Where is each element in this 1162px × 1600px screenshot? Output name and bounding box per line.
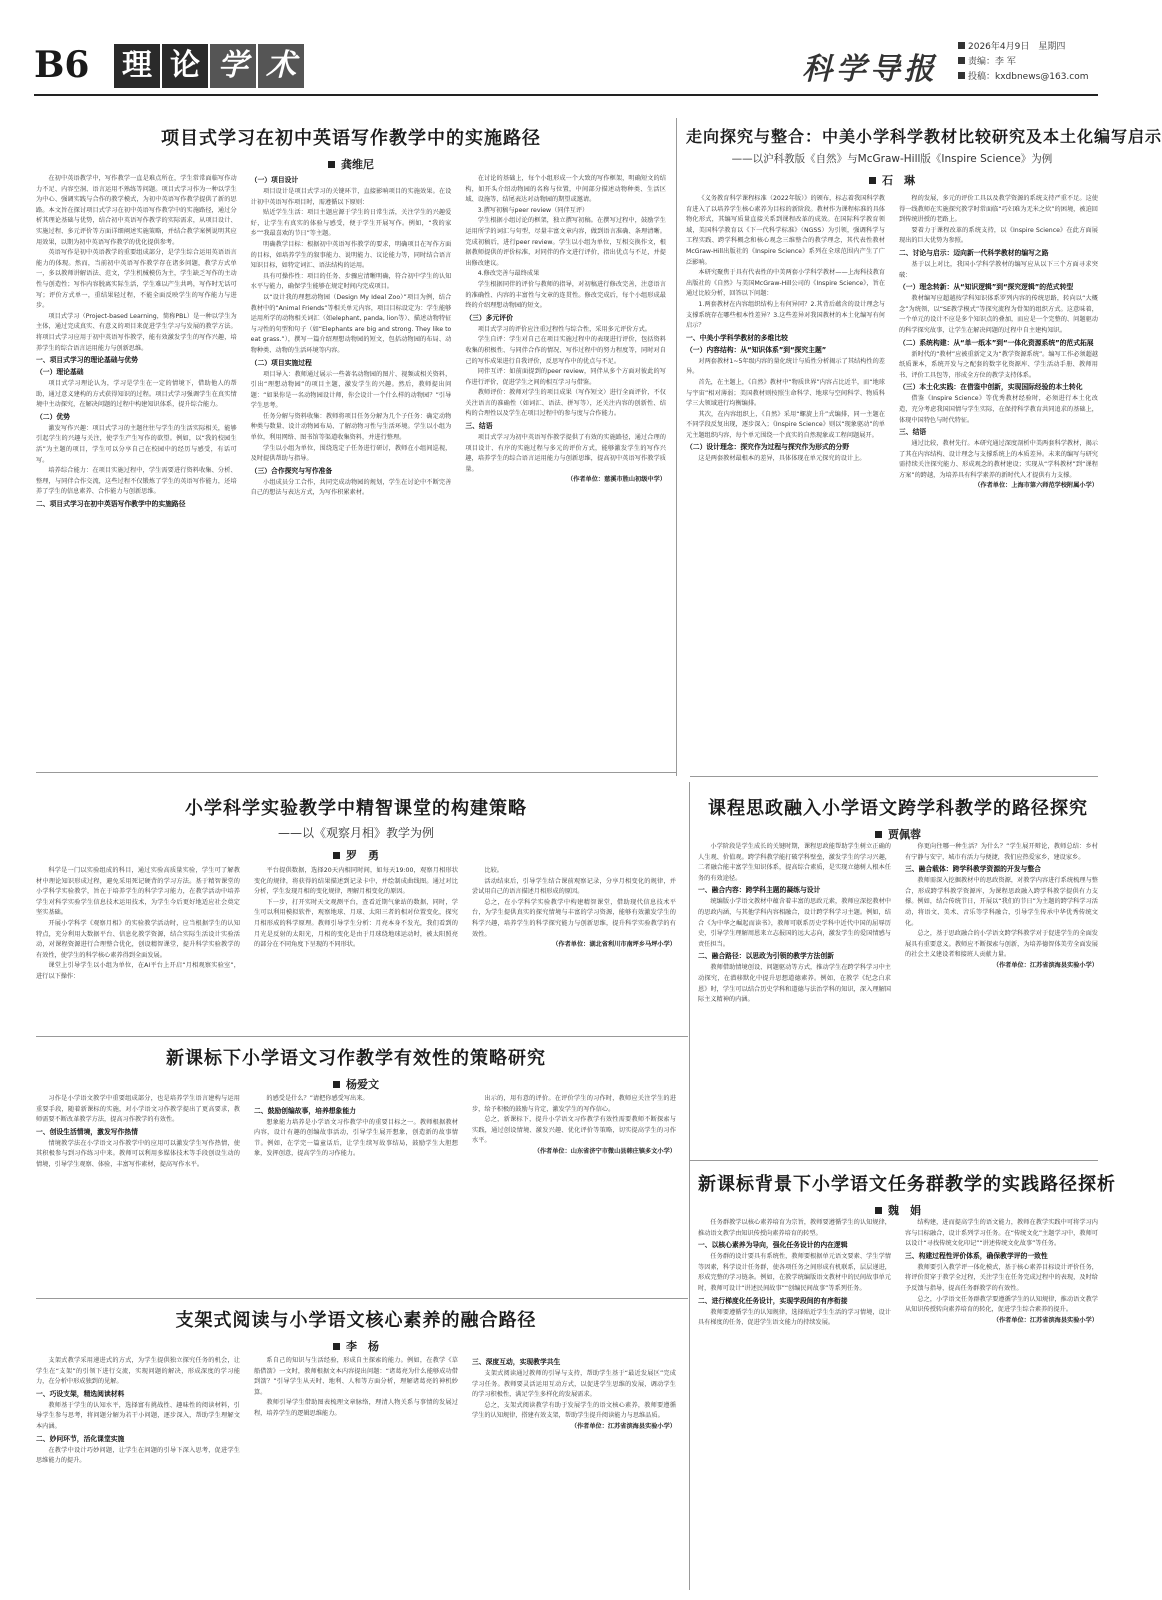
paragraph: 这是两套教材最根本的差异，具体体现在单元探究的设计上。 [698, 455, 866, 463]
section-heading: 二、项目式学习在初中英语写作教学中的实施路径 [36, 500, 186, 509]
section-heading: 二、鼓励创编故事，培养想象能力 [254, 1106, 356, 1115]
article-author: 罗 勇 [36, 847, 676, 863]
page-number: B6 [34, 44, 90, 86]
text-column [36, 1094, 240, 1294]
paragraph: 习作是小学语文教学中重要组成部分，也是培养学生语言建构与运用重要手段，随着新课标的实施，对小学语文习作教学提出了更高要求，教师需要不断改革教学方法，提高习作教学的有效性。 [36, 1095, 240, 1124]
paragraph: 激发写作兴趣：项目式学习的主题往往与学生的生活实际相关，能够引起学生的兴趣与关注，使学生产生写作的欲望。例如，以“我的校园生活”为主题的项目，学生可以分享自己在校园中的经历与感受，有话可写。 [36, 424, 237, 464]
article-author: 魏 娟 [698, 1202, 1098, 1218]
paragraph: 以“设计我的理想动物园（Design My Ideal Zoo）”项目为例，结合教材中的“Animal Friends”等相关单元内容，项目目标设定为：学生能够运用所学的动物相关词汇（如elephant, panda, lion等）、描述动物特征与习性的句型和句子（如“Elephants are big and strong. They like to eat grass.”），撰写一篇介绍理想动物园的短文，包括动物园的布局、动物种类、动物的生活环境等内容。 [250, 293, 452, 354]
paragraph: 系自己的知识与生活经验，形成自主探索的能力。例如，在教学《草船借箭》一文时，教师根据文本内容提出问题：“诸葛亮为什么能够成功借到箭？”引导学生从天时、地利、人和等方面分析，理解诸葛亮的神机妙算。 [254, 1357, 458, 1396]
article-title: 项目式学习在初中英语写作教学中的实施路径 [161, 128, 541, 149]
column-mark [114, 44, 306, 88]
article [36, 124, 666, 770]
section-heading: （二）优势 [36, 412, 70, 421]
paragraph: 在讨论的基础上，每个小组形成一个大致的写作框架，明确短文的结构，如开头介绍动物园的名称与位置，中间部分描述动物种类、生活区域、设施等，结尾表达对动物园的期望或邀请。 [465, 175, 666, 204]
bullet-icon [333, 1343, 340, 1350]
column-char: 论 [162, 44, 208, 88]
paragraph: 《义务教育科学课程标准（2022年版）》的颁布，标志着我国科学教育进入了以培养学生核心素养为目标的新阶段。教材作为课程标准的具体物化形式，其编写质量直接关系到课程改革的成效。在国际科学教育领域，美国科学教育以《下一代科学标准》（NGSS）为引领，强调科学与工程实践、跨学科概念和核心观念三维整合的教学理念，其代表性教材McGraw-Hill出版社的《Inspire Science》系列在全球范围内产生了广泛影响。 [686, 195, 885, 266]
paragraph: 明确教学目标：根据初中英语写作教学的要求，明确项目在写作方面的目标，如培养学生的叙事能力、说明能力、议论能力等，同时结合语言知识目标，如特定词汇、语法结构的运用。 [250, 240, 452, 270]
paragraph: 任务群教学以核心素养培育为宗旨，教师要遵循学生的认知规律，推动语文教学由知识传授向素养培育的转型。 [698, 1219, 891, 1237]
paragraph: 总之，新课标下，提升小学语文习作教学有效性需要教师不断探索与实践，通过创设情境、激发兴趣、优化评价等策略，切实提高学生的习作水平。 [472, 1116, 676, 1145]
section-heading: （三）本土化实践：在借鉴中创新，实现国际经验的本土转化 [899, 383, 1083, 392]
article [686, 124, 1162, 770]
paragraph: 比较。 [484, 867, 503, 874]
paragraph: 小组成员分工合作，共同完成动物园的规划，学生在讨论中不断完善自己的想法与表达方式，为写作积累素材。 [250, 478, 452, 497]
article-subtitle: ——以《观察月相》教学为例 [277, 826, 434, 840]
text-column [36, 866, 240, 1032]
paragraph: 新时代的“教材”应被重新定义为“教学资源系统”。编写工作必须超越纸质课本，系统开发与之配套的数字化资源库、学生活动手册、教师用书、评价工具包等，形成全方位的教学支持体系。 [899, 350, 1098, 379]
paragraph: 在初中英语教学中，写作教学一直是难点所在，学生常常面临写作动力不足、内容空洞、语言运用不熟练等问题。项目式学习作为一种以学生为中心、强调实践与合作的教学模式，为初中英语写作教学提供了新的思路。本文旨在探讨项目式学习在初中英语写作教学中的实施路径，通过分析其理论基础与优势，结合初中英语写作教学的实际需求，从项目设计、实施过程、多元评价等方面详细阐述实施策略，并结合教学案例说明其应用效果，以期为初中英语写作教学的优化提供参考。 [36, 175, 237, 246]
article-author: 石 琳 [686, 172, 1098, 188]
article-subtitle: ——以沪科教版《自然》与McGraw-Hill版《Inspire Science》为例 [731, 153, 1053, 165]
text-column [698, 842, 891, 1156]
paragraph: 情境教学法在小学语文习作教学中的应用可以激发学生写作热情，使其积极参与到习作练习中来。教师可以利用多媒体技术等手段创设生动的情境，引导学生观察、体验，丰富写作素材，提高写作水平。 [36, 1139, 240, 1168]
paragraph: 培养综合能力：在项目实施过程中，学生需要进行资料收集、分析、整理，与同伴合作交流，这些过程不仅锻炼了学生的英语写作能力，还培养了学生的信息素养、合作能力与创新思维。 [36, 467, 237, 496]
paragraph: 3.撰写初稿与peer review（同伴互评） [477, 206, 589, 214]
article-author: 龚维尼 [36, 156, 666, 172]
column-divider [676, 118, 677, 776]
paragraph: 项目式学习的评价应注重过程性与综合性，采用多元评价方式。 [477, 325, 651, 333]
text-column [905, 842, 1098, 1156]
author-affiliation: （作者单位：慈溪市胜山初级中学） [567, 476, 666, 484]
section-heading: 一、项目式学习的理论基础与优势 [36, 356, 138, 365]
paragraph: 平台提供数据，选择20天内相同时间，如每天19:00，观察月相形状变化的规律，将获得的结果描述到记录卡中，并绘制成曲线图。通过对比分析，学生发现月相的变化规律，理解月相变化的原因。 [254, 867, 458, 896]
paragraph: 首先，在主题上，《自然》教材中“物质世界”内容占比近半，而“地球与宇宙”相对薄弱；美国教材则按照生命科学、地球与空间科学、物质科学三大领域进行均衡编排。 [686, 378, 885, 408]
section-heading: 二、讨论与启示：迈向新一代科学教材的编写之路 [899, 248, 1049, 257]
article-body [36, 1094, 676, 1294]
section-heading: （一）理论基础 [36, 368, 84, 377]
text-column [254, 1356, 458, 1590]
paragraph: 教师评价：教师对学生的项目成果（写作短文）进行全面评价，不仅关注语言的准确性（如词汇、语法、拼写等），还关注内容的创新性、结构的合理性以及学生在项目过程中的参与度与合作能力。 [465, 389, 666, 418]
section-heading: 一、中美小学科学教材的多维比较 [686, 333, 788, 342]
article-body [686, 194, 1098, 770]
article [698, 1170, 1116, 1590]
bullet-icon [328, 161, 335, 168]
text-column [899, 194, 1098, 770]
article [36, 1044, 676, 1294]
bullet-icon [869, 177, 876, 184]
issue-email: 投稿：kxdbnews@163.com [968, 72, 1089, 82]
article-author: 贾佩蓉 [698, 826, 1098, 842]
paragraph: 的感受是什么？”请把你感受写出来。 [266, 1095, 369, 1102]
bullet-icon [333, 852, 340, 859]
paragraph: 1.两套教材在内容组织结构上有何异同？2.其背后蕴含的设计理念与支撑系统存在哪些根本性差异？3.这些差异对我国教材的本土化编写有何启示？ [686, 300, 885, 330]
author-affiliation: （作者单位：上海市第六师范学校附属小学） [974, 482, 1098, 490]
article-body [36, 174, 666, 770]
paper-name-logo: 科学导报 [802, 52, 938, 87]
paragraph: 结构建，进而提高学生的语文能力，教师在教学实践中可将学习内容与目标融合，设计系列学习任务。在“传统文化”主题学习中，教师可以设计“寻找传统文化印记”“讲述传统文化故事”等任务。 [905, 1219, 1098, 1248]
paragraph: 教师引导学生借助图表梳理文章脉络，理清人物关系与事情的发展过程，培养学生的逻辑思维能力。 [254, 1399, 458, 1417]
paragraph: 出示的，用有意的评价。在评价学生的习作时，教师应关注学生的进步，给予积极的鼓励与肯定，激发学生的写作信心。 [472, 1095, 676, 1113]
paragraph: 学生以小组为单位，围绕选定子任务进行研讨，教师在小组间巡视，及时提供帮助与指导。 [250, 444, 452, 463]
section-heading: 二、进行梯度化任务设计，实现学段间的有序衔接 [698, 1296, 848, 1305]
text-column [465, 174, 666, 770]
section-heading: 三、深度互动，实现教学共生 [472, 1358, 561, 1366]
section-heading: （二）系统构建：从“单一纸本”到“一体化资源系统”的范式拓展 [899, 338, 1094, 347]
paragraph: 贴近学生生活：项目主题应源于学生的日常生活，关注学生的兴趣爱好，让学生有真实的体验与感受，便于学生开展写作。例如，“我的家乡”“我最喜欢的节日”等主题。 [250, 209, 452, 238]
issue-editor: 责编：李 军 [968, 57, 1016, 67]
section-heading: 三、构建过程性评价体系，确保教学评的一致性 [905, 1251, 1048, 1260]
article-title: 小学科学实验教学中精智课堂的构建策略 [185, 798, 527, 819]
paragraph: 开展小学科学《观察月相》的实验教学活动时，应当根据学生的认知特点，充分利用大数据平台、信息化教学资源，结合实际生活设计实验活动，对课程资源进行合理整合优化，创设精智课堂，提升科学实验教学的有效性，使学生的科学核心素养得到全面发展。 [36, 919, 240, 959]
paragraph: 其次，在内容组织上，《自然》采用“螺旋上升”式编排，同一主题在不同学段反复出现，逐步深入；《Inspire Science》则以“现象驱动”的单元主题组织内容，每个单元围绕一个真实的自然现象或工程问题展开。 [686, 410, 885, 439]
text-column [472, 1094, 676, 1294]
article-body [36, 1356, 676, 1590]
section-heading: 三、结语 [465, 422, 493, 431]
paragraph: 学生根据同伴的评价与教师的指导，对初稿进行修改完善，注意语言的准确性、内容的丰富性与文章的连贯性。修改完成后，每个小组形成最终的介绍理想动物园的短文。 [465, 280, 666, 310]
text-column [686, 194, 885, 770]
masthead-rule [34, 94, 1098, 96]
section-divider [36, 772, 676, 773]
article-title: 新课标背景下小学语文任务群教学的实践路径探析 [698, 1174, 1116, 1195]
article-body [36, 866, 676, 1032]
paragraph: 借鉴《Inspire Science》等优秀教材经验时，必须进行本土化改造，充分考虑我国国情与学生实际，在保持科学教育共同追求的基础上，体现中国特色与时代特征。 [899, 395, 1098, 424]
author-affiliation: （作者单位：山东省济宁市微山县韩庄镇多文小学） [533, 1147, 676, 1155]
article-title: 新课标下小学语文习作教学有效性的策略研究 [166, 1048, 546, 1069]
paragraph: 项目式学习理论认为，学习是学生在一定的情境下，借助他人的帮助，通过意义建构的方式获得知识的过程。项目式学习强调学生在真实情境中主动探究，在解决问题的过程中构建知识体系，提升综合能力。 [36, 380, 237, 409]
paragraph: 要着力于课程改革的系统支持，以《Inspire Science》在此方面展现出的巨大优势为参照。 [899, 226, 1098, 245]
section-heading: （一）项目设计 [250, 176, 299, 184]
section-divider [690, 776, 1098, 777]
masthead [0, 0, 1131, 100]
section-heading: （一）理念转新：从“知识逻辑”到“探究逻辑”的范式转型 [899, 283, 1074, 292]
paragraph: 想象能力培养是小学语文习作教学中的重要目标之一。教师根据教材内容，设计有趣的创编故事活动，引导学生展开想象，创造新的故事情节。例如，在学完一篇童话后，让学生续写故事结局，鼓励学生大胆想象，发挥创意，提高学生的习作能力。 [254, 1118, 458, 1158]
issue-meta [958, 40, 1089, 85]
article-title: 课程思政融入小学语文跨学科教学的路径探究 [708, 798, 1088, 819]
section-heading: 一、融合内容：跨学科主题的凝练与设计 [698, 886, 821, 895]
section-heading: 一、创设生活情境，激发写作热情 [36, 1127, 138, 1136]
text-column [472, 866, 676, 1032]
paragraph: 教师基于学生的认知水平，选择富有挑战性、趣味性的阅读材料，引导学生参与思考，将问题分解为若干小问题，逐步深入，帮助学生理解文本内涵。 [36, 1401, 240, 1430]
article-author: 杨爱文 [36, 1076, 676, 1092]
author-affiliation: （作者单位：江苏省滨海县实验小学） [570, 1422, 676, 1430]
author-affiliation: （作者单位：湖北省利川市南坪乡马坪小学） [552, 941, 676, 949]
paragraph: 项目式学习为初中英语写作教学提供了有效的实施路径，通过合理的项目设计、有序的实施过程与多元的评价方式，能够激发学生的写作兴趣，培养学生的综合语言运用能力与创新思维，提高初中英语写作教学质量。 [465, 434, 666, 473]
paragraph: 总之，小学语文任务群教学要遵循学生的认知规律，推动语文教学从知识传授转向素养培育的转化，促进学生综合素养的提升。 [905, 1295, 1098, 1314]
paragraph: 学生自评：学生对自己在项目实施过程中的表现进行评价，包括资料收集的积极性、与同伴合作的情况、写作过程中的努力程度等，同时对自己的写作成果进行自我评价，反思写作中的优点与不足。 [465, 336, 666, 365]
text-column [472, 1356, 676, 1590]
paragraph: 具有可操作性：项目的任务、步骤应清晰明确，符合初中学生的认知水平与能力，确保学生能够在规定时间内完成项目。 [250, 272, 452, 291]
article-title: 走向探究与整合：中美小学科学教材比较研究及本土化编写启示 [686, 127, 1162, 146]
text-column [36, 1356, 240, 1590]
author-affiliation: （作者单位：江苏省滨海县实验小学） [992, 961, 1098, 969]
section-heading: 二、妙问环节，活化课堂实施 [36, 1434, 125, 1443]
bullet-icon [958, 42, 965, 49]
article-author: 李 杨 [36, 1338, 676, 1354]
bullet-icon [958, 57, 965, 64]
paragraph: 项目式学习（Project-based Learning，简称PBL）是一种以学生为主体，通过完成真实、有意义的项目来促进学生学习与发展的教学方法。将项目式学习应用于初中英语写作教学，能有效激发学生的写作兴趣，培养学生的综合语言运用能力与创新思维。 [36, 312, 237, 352]
column-char: 学 [210, 44, 256, 88]
article [36, 794, 676, 1032]
section-divider [36, 1298, 688, 1299]
section-heading: （三）合作探究与写作准备 [250, 466, 333, 475]
section-heading: 一、以核心素养为导向，强化任务设计的内在逻辑 [698, 1241, 848, 1250]
text-column [254, 1094, 458, 1294]
column-divider [689, 782, 690, 1590]
bullet-icon [875, 831, 882, 838]
paragraph: 对两套教材1~5年级内容的量化统计与质性分析揭示了其结构性的差异。 [686, 357, 885, 376]
bullet-icon [333, 1081, 340, 1088]
bullet-icon [875, 1207, 882, 1214]
article-body [698, 842, 1098, 1156]
text-column [254, 866, 458, 1032]
paragraph: 教材编写应超越按学科知识体系罗列内容的传统思路，转向以“大概念”为统领，以“SE教学模式”等探究流程为骨架的组织方式。这意味着，一个单元的设计不应是多个知识点的叠加，而应是一个完整的、问题驱动的科学探究故事，让学生在解决问题的过程中自主建构知识。 [899, 295, 1098, 334]
paragraph: 总之，支架式阅读教学有助于发展学生的语文核心素养，教师要遵循学生的认知规律，搭建有效支架，帮助学生提升阅读能力与思维品质。 [472, 1401, 676, 1420]
text-column [698, 1218, 891, 1590]
section-heading: （一）内容结构：从“知识体系”到“探究主题” [686, 345, 827, 354]
paragraph: 4.修改完善与最终成果 [477, 270, 540, 278]
paragraph: 活动结束后，引导学生结合课前观察记录，分享月相变化的规律，并尝试用自己的语言描述月相形成的原因。 [472, 877, 676, 896]
paragraph: 小学阶段是学生成长的关键时期，课程思政能帮助学生树立正确的人生观、价值观。跨学科教学能打破学科壁垒，激发学生的学习兴趣，二者融合能丰富学生知识体系，提高综合素质，是实现立德树人根本任务的有效途径。 [698, 843, 891, 882]
paragraph: 同伴互评：如前面提到的peer review，同伴从多个方面对彼此的写作进行评价，促进学生之间的相互学习与借鉴。 [465, 368, 666, 386]
column-char: 术 [258, 44, 304, 88]
paragraph: 程的发展，多元的评价工具以及教学资源的系统支持严重不足。这使得一线教师在实施探究教学时常面临“巧妇难为无米之炊”的困境，被迫回到传统讲授的老路上。 [899, 195, 1098, 224]
paragraph: 总之，在小学科学实验教学中构建精智课堂，借助现代信息技术平台，为学生提供真实的探究情境与丰富的学习资源，能够有效激发学生的科学兴趣，培养学生的科学探究能力与创新思维，提升科学实验教学的有效性。 [472, 898, 676, 938]
bullet-icon [958, 72, 965, 79]
paragraph: 项目设计是项目式学习的关键环节，直接影响项目的实施效果。在设计初中英语写作项目时，需遵循以下原则： [250, 188, 452, 206]
section-divider [36, 1036, 688, 1037]
author-affiliation: （作者单位：江苏省滨海县实验小学） [992, 1316, 1098, 1324]
paragraph: 教师要遵循学生的认知规律，选择贴近学生生活的学习情境，设计具有梯度的任务，促进学生语文能力的持续发展。 [698, 1308, 891, 1327]
section-heading: （二）设计理念：探究作为过程与探究作为形式的分野 [686, 443, 850, 452]
paragraph: 下一步，打开实时天文观测平台，查看近期气象站的数据，同时，学生可以利用模拟软件，观察地球、月球、太阳三者的相对位置变化，探究月相形成的科学原理。教师引导学生分析：月亮本身不发光，我们看到的月光是反射的太阳光，月相的变化是由于月球绕地球运动时，被太阳照亮的部分在不同角度下呈现的不同形状。 [254, 898, 458, 949]
paragraph: 总之，基于思政融合的小学语文跨学科教学对于促进学生的全面发展具有重要意义。教师应不断探索与创新，为培养德智体美劳全面发展的社会主义建设者和接班人贡献力量。 [905, 930, 1098, 959]
paragraph: 项目导入：教师通过展示一些著名动物园的图片、视频或相关资料，引出“理想动物园”的项目主题，激发学生的兴趣。然后，教师提出问题：“如果你是一名动物园设计师，你会设计一个什么样的动物园？”引导学生思考。 [250, 370, 452, 410]
paragraph: 通过比较，教材先行。本研究通过深度剖析中美两套科学教材，揭示了其在内容结构、设计理念与支撑系统上的本质差异。未来的编写与研究需持续关注探究能力、形成观念的教材建设；实现从“学科教材”到“课程方案”的跨越，为培养具有科学素养的新时代人才提供有力支撑。 [899, 440, 1098, 479]
text-column [36, 174, 237, 770]
section-heading: （二）项目实施过程 [250, 358, 312, 367]
paragraph: 教师借助情境创设、问题驱动等方式，推动学生在跨学科学习中主动探究，在潜移默化中提升思想道德素养。例如，在教学《纪念白求恩》时，学生可以结合历史学科和道德与法治学科的知识，深入理解国际主义精神的内涵。 [698, 964, 891, 1004]
section-heading: 二、融合路径：以思政为引领的教学方法创新 [698, 952, 834, 961]
article [698, 794, 1098, 1156]
text-column [905, 1218, 1098, 1590]
text-column [251, 174, 452, 770]
article-body [698, 1218, 1098, 1590]
paragraph: 支架式阅读通过教师的引导与支持，帮助学生基于“最近发展区”完成学习任务。教师要灵活运用互动方式，以促进学生思维的发展，调动学生的学习积极性，满足学生多样化的发展需求。 [472, 1370, 676, 1399]
paragraph: 基于以上对比，我国小学科学教材的编写应从以下三个方面寻求突破： [899, 260, 1098, 279]
article [36, 1306, 676, 1590]
section-heading: 一、巧设支架，精选阅读材料 [36, 1389, 125, 1398]
column-char: 理 [114, 44, 160, 88]
paragraph: 英语写作是初中英语教学的重要组成部分，是学生综合运用英语语言能力的体现。然而，当前初中英语写作教学存在诸多问题，教学方式单一，多以教师讲解语法、范文，学生机械模仿为主，学生缺乏写作的主动性与创造性；写作内容脱离实际生活，学生难以产生共鸣，写作时无话可写；评价方式单一，重结果轻过程，不能全面反映学生的写作能力与进步。 [36, 249, 237, 310]
article-title: 支架式阅读与小学语文核心素养的融合路径 [175, 1310, 537, 1331]
paragraph: 本研究聚焦于具有代表性的中美两套小学科学教材——上海科技教育出版社的《自然》与美国McGraw-Hill公司的《Inspire Science》，旨在通过比较分析，回答以下问题： [686, 269, 885, 298]
issue-date: 2026年4月9日 星期四 [968, 42, 1066, 52]
paragraph: 支架式教学采用递进式的方式，为学生提供独立探究任务的机会，让学生在“支架”的引领下进行交流，实现问题的解决，形成深度的学习能力，在分析中形成独到的见解。 [36, 1357, 240, 1386]
section-heading: 三、结语 [899, 428, 927, 437]
section-heading: 三、融合载体：跨学科教学资源的开发与整合 [905, 865, 1041, 874]
paragraph: 在教学中设计巧妙问题，让学生在问题的引导下深入思考，促进学生思维能力的提升。 [36, 1446, 240, 1465]
section-heading: （三）多元评价 [465, 313, 513, 322]
paragraph: 课堂上引导学生以小组为单位，在AI平台上开启“月相观察实验室”，进行以下操作： [36, 962, 240, 980]
paragraph: 任务群的设计要具有系统性，教师要根据单元语文要素、学生学情等因素，科学设计任务群，使各项任务之间形成有机联系，层层递进，形成完整的学习链条。例如，在教学统编版语文教材中的民间故事单元时，教师可设计“讲述民间故事”“创编民间故事”等系列任务。 [698, 1253, 891, 1292]
section-divider [690, 1160, 1098, 1161]
paragraph: 科学是一门以实验组成的科目，通过实验高质量实验，学生可了解教材中理论知识形成过程，避免采用死记硬背的学习方法。基于精智课堂的小学科学实验教学，旨在于培养学生的科学学习能力，在教学活动中培养学生对科学实验学生信息技术运用技术，为学生今后更好地适应社会奠定坚实基础。 [36, 867, 240, 917]
paragraph: 任务分解与资料收集：教师将项目任务分解为几个子任务：确定动物种类与数量、设计动物园布局、了解动物习性与生活环境。学生以小组为单位，利用网络、图书馆等渠道收集资料，并进行整理。 [250, 412, 452, 442]
paragraph: 教师要引入教学评一体化模式，基于核心素养目标设计评价任务，将评价贯穿于教学全过程，关注学生在任务完成过程中的表现，及时给予反馈与指导，提高任务群教学的有效性。 [905, 1263, 1098, 1292]
paragraph: 统编版小学语文教材中蕴含着丰富的思政元素，教师应深挖教材中的思政内涵，与其他学科内容相融合，设计跨学科学习主题。例如，结合《为中华之崛起而读书》，教师可联系历史学科中近代中国的屈辱历史，引导学生理解周恩来立志报国的远大志向，激发学生的爱国情感与责任担当。 [698, 898, 891, 948]
paragraph: 教师需深入挖掘教材中的思政资源，对教学内容进行系统梳理与整合，形成跨学科教学资源库，为课程思政融入跨学科教学提供有力支撑。例如，结合传统节日，开展以“我们的节日”为主题的跨学科学习活动，将语文、美术、音乐等学科融合，引导学生传承中华优秀传统文化。 [905, 877, 1098, 927]
paragraph: 学生根据小组讨论的框架，独立撰写初稿。在撰写过程中，鼓励学生运用所学的词汇与句型，尽量丰富文章内容，做到语言准确、条理清晰。完成初稿后，进行peer review。学生以小组为单位，互相交换作文，根据教师提供的评价标准，对同伴的作文进行评价，指出优点与不足，并提出修改建议。 [465, 217, 666, 267]
paragraph: 你更向往哪一种生活？为什么？”学生展开辩论，教师总结：乡村有宁静与安宁，城市有活力与便捷，我们应热爱家乡，建设家乡。 [905, 843, 1098, 861]
